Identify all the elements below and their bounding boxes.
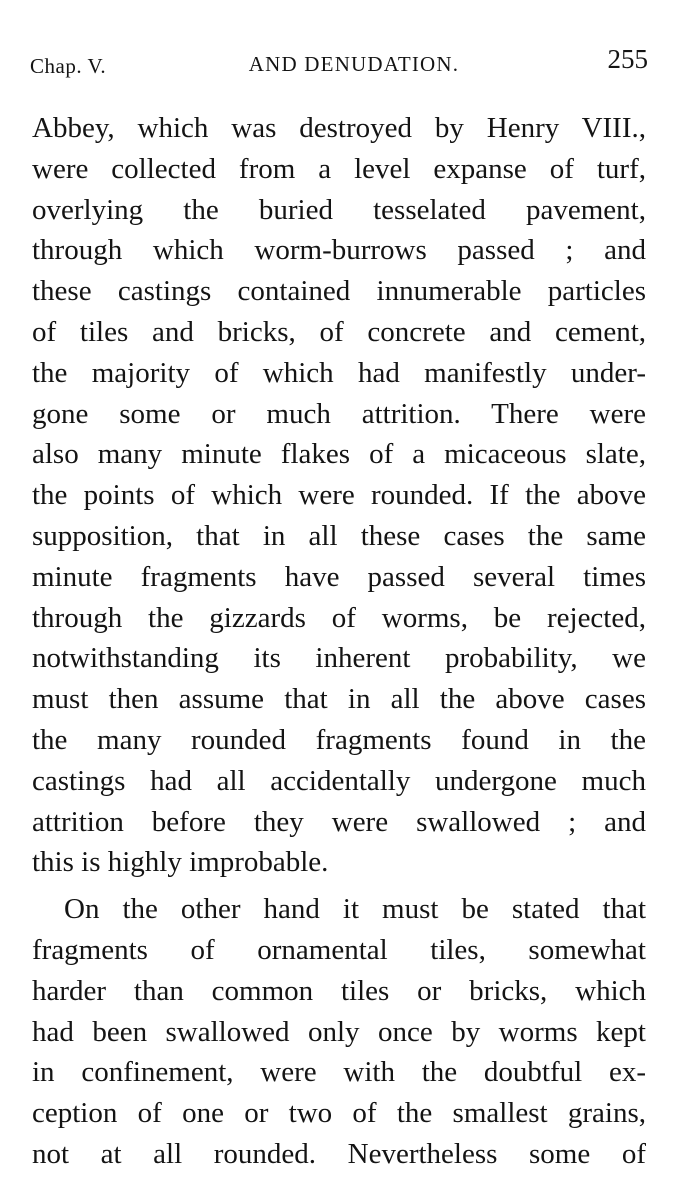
running-title: AND DENUDATION. bbox=[248, 52, 460, 76]
text-line: the majority of which had manifestly under- bbox=[32, 356, 646, 389]
text-line: supposition, that in all these cases the same bbox=[32, 519, 646, 552]
text-line: the points of which were rounded. If the above bbox=[32, 479, 646, 512]
text-line: overlying the buried tesselated pavement, bbox=[32, 193, 646, 226]
text-line: On the other hand it must be stated that bbox=[64, 893, 646, 926]
text-line: minute fragments have passed several times bbox=[32, 560, 646, 593]
chapter-label: Chap. V. bbox=[30, 54, 107, 78]
text-line: of tiles and bricks, of concrete and cement, bbox=[32, 315, 646, 348]
text-line: through the gizzards of worms, be rejected, bbox=[32, 601, 646, 634]
text-line: this is highly improbable. bbox=[32, 846, 329, 879]
text-line: notwithstanding its inherent probability, we bbox=[32, 642, 646, 675]
text-line: were collected from a level expanse of turf, bbox=[32, 152, 646, 185]
text-line: ception of one or two of the smallest grains, bbox=[32, 1097, 646, 1130]
text-line: fragments of ornamental tiles, somewhat bbox=[32, 933, 646, 966]
text-line: harder than common tiles or bricks, which bbox=[32, 974, 646, 1007]
body-text bbox=[32, 108, 646, 1175]
text-line: attrition before they were swallowed ; and bbox=[32, 805, 646, 838]
page-number: 255 bbox=[607, 44, 648, 74]
text-line: had been swallowed only once by worms kept bbox=[32, 1015, 646, 1048]
text-line: the many rounded fragments found in the bbox=[32, 723, 646, 756]
text-line: not at all rounded. Nevertheless some of bbox=[32, 1137, 646, 1170]
page-header bbox=[30, 44, 648, 80]
text-line: through which worm-burrows passed ; and bbox=[32, 234, 646, 267]
text-line: these castings contained innumerable particles bbox=[32, 275, 646, 308]
text-line: Abbey, which was destroyed by Henry VIII., bbox=[32, 112, 646, 144]
paragraph-1 bbox=[32, 108, 646, 883]
text-line: must then assume that in all the above cases bbox=[32, 683, 646, 716]
paragraph-2 bbox=[32, 889, 646, 1175]
text-line: in confinement, were with the doubtful ex- bbox=[32, 1056, 646, 1089]
text-line: castings had all accidentally undergone much bbox=[32, 764, 646, 797]
text-line: also many minute flakes of a micaceous slate, bbox=[32, 438, 646, 471]
text-line: gone some or much attrition. There were bbox=[32, 397, 646, 430]
